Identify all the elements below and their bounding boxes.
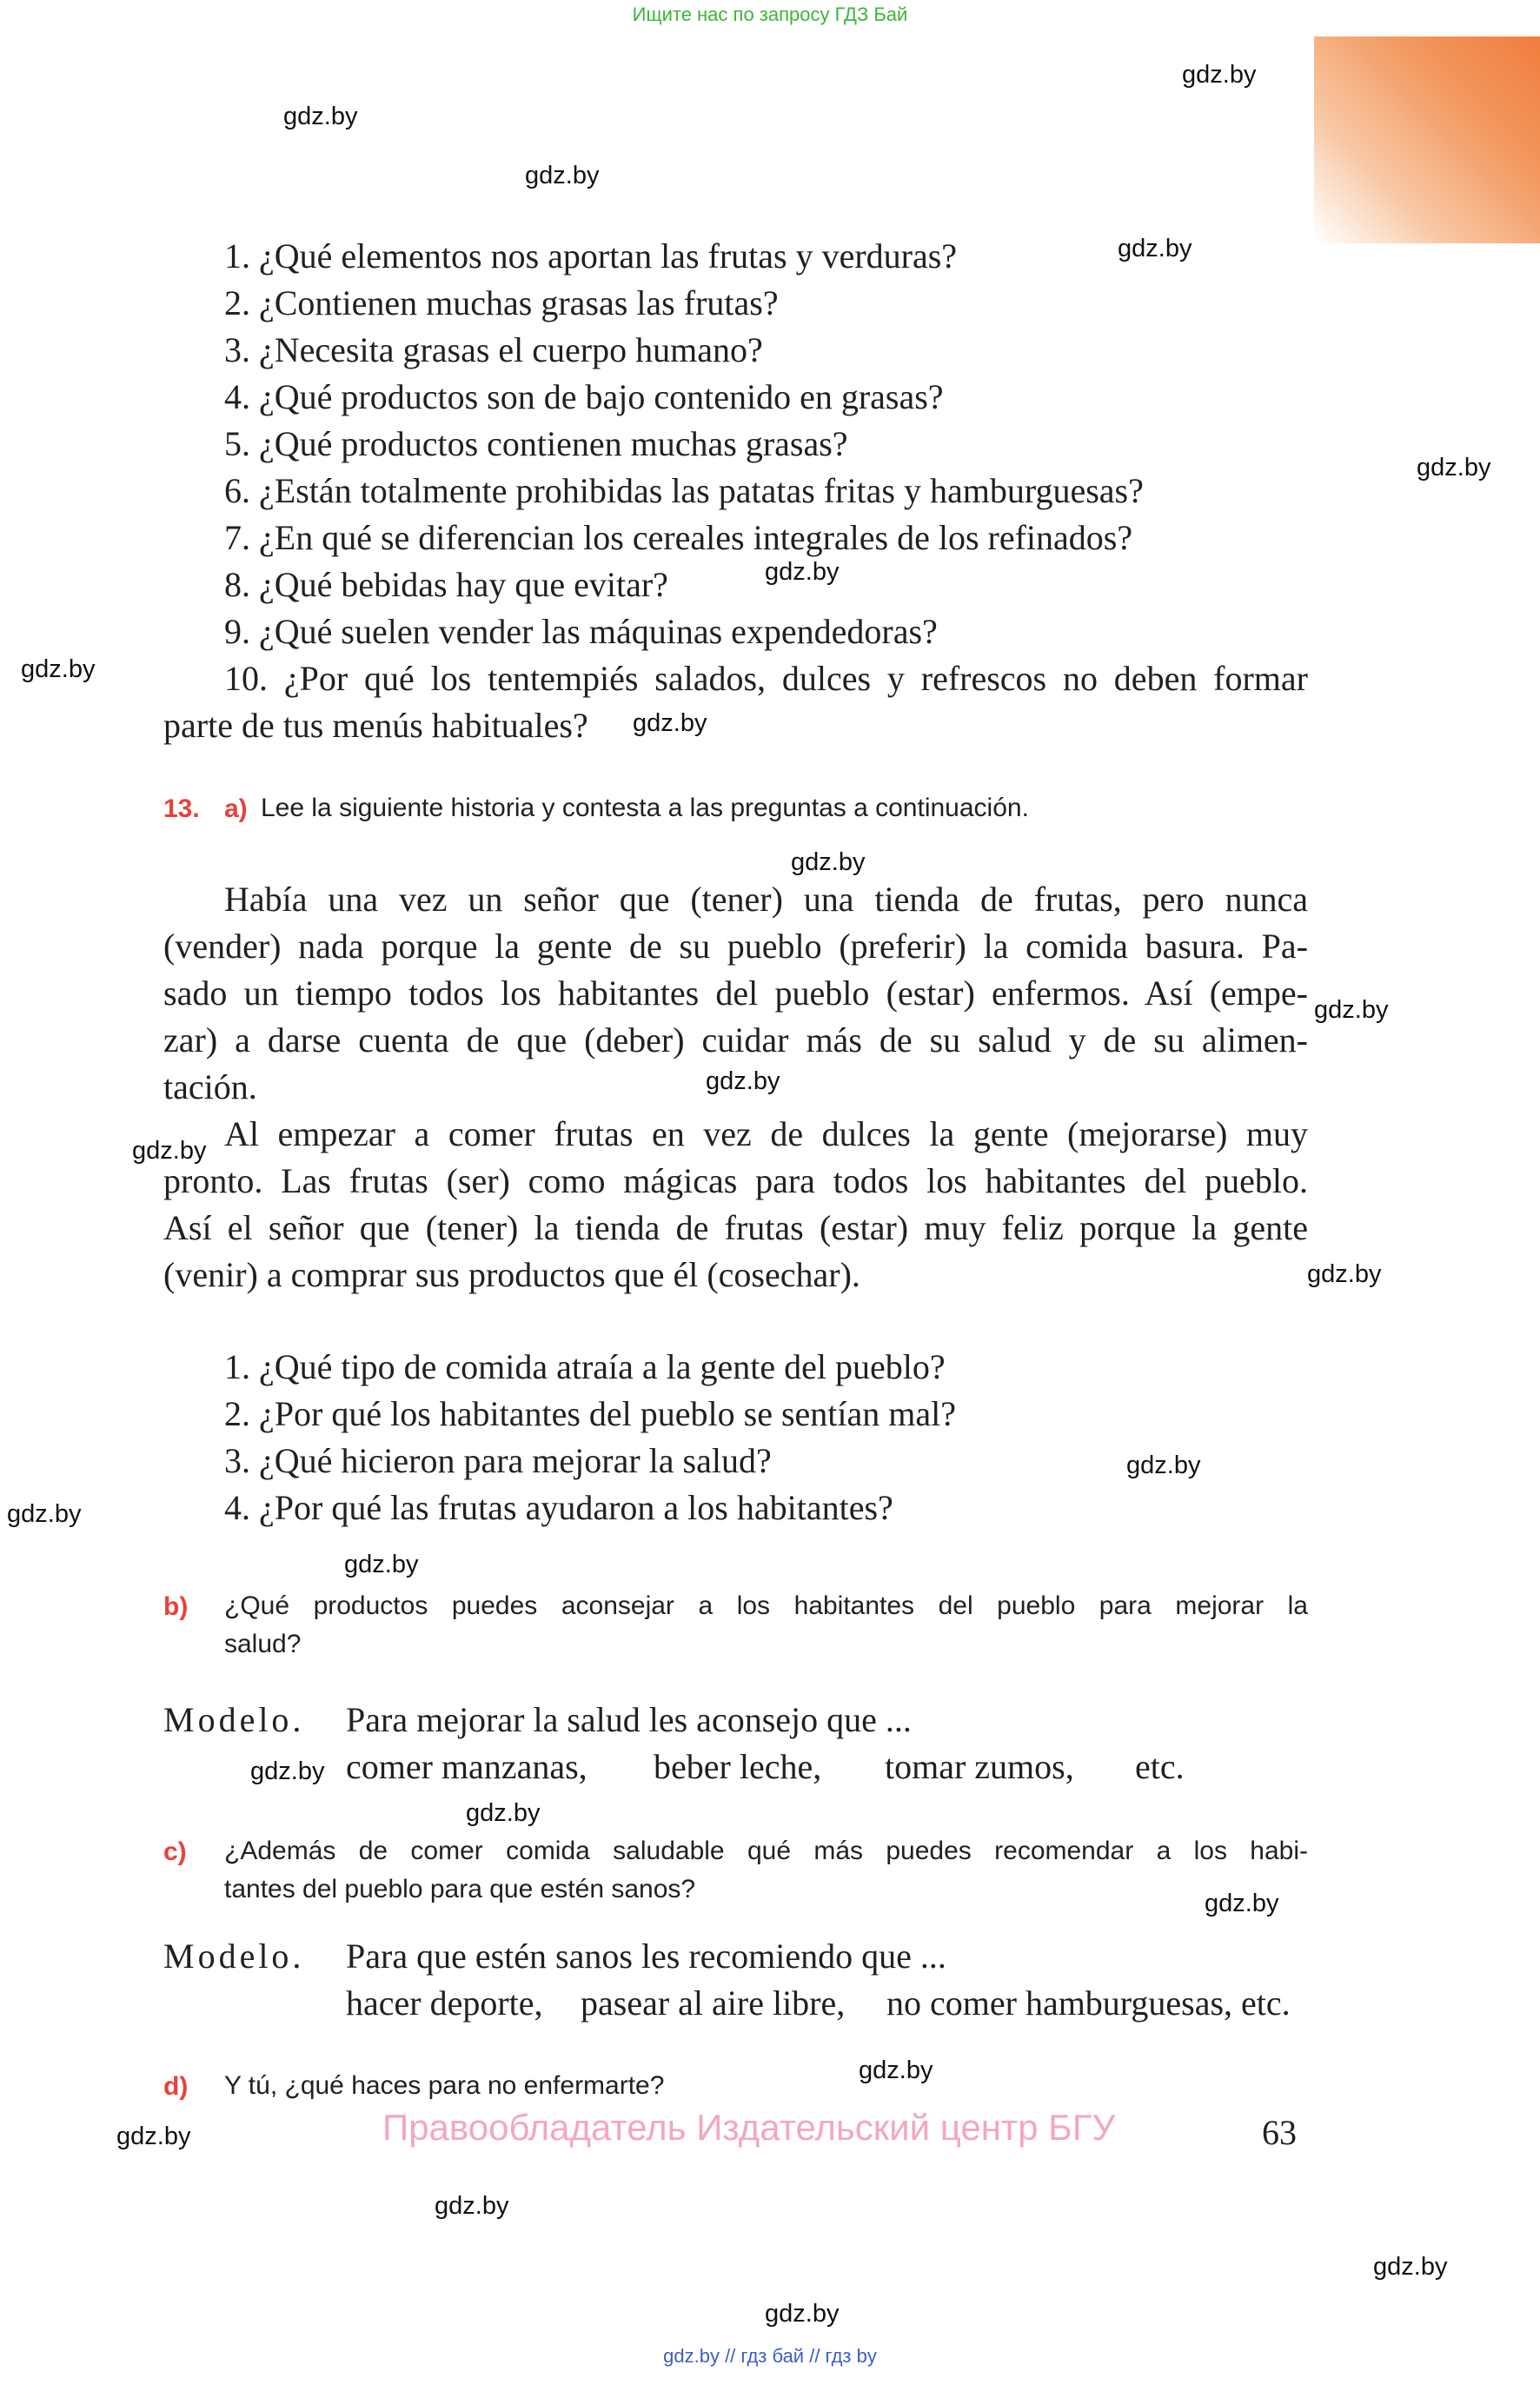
watermark: gdz.by [466, 1799, 541, 1827]
part-a-instruction: Lee la siguiente historia y contesta a las preguntas a continuación. [261, 794, 1029, 822]
part-b-instruction: salud? [224, 1630, 302, 1658]
question-item: 1. ¿Qué tipo de comida atraía a la gente del pueblo? [224, 1347, 946, 1386]
watermark: gdz.by [435, 2192, 509, 2220]
question-item: 2. ¿Contienen muchas grasas las frutas? [224, 283, 779, 322]
part-b-instruction: ¿Qué productos puedes aconsejar a los habitantes del pueblo para mejorar la [224, 1591, 1308, 1620]
watermark: gdz.by [1307, 1260, 1382, 1288]
watermark: gdz.by [132, 1137, 207, 1165]
story-line: sado un tiempo todos los habitantes del pueblo (estar) enfermos. Así (empe- [163, 973, 1308, 1013]
story-line: tación. [163, 1067, 257, 1106]
watermark: gdz.by [706, 1067, 780, 1095]
watermark: gdz.by [765, 2300, 840, 2328]
model-intro: Para mejorar la salud les aconsejo que ... [346, 1700, 912, 1739]
watermark: gdz.by [859, 2056, 933, 2084]
part-c-instruction: tantes del pueblo para que estén sanos? [224, 1875, 696, 1903]
watermark: gdz.by [1417, 454, 1491, 482]
watermark: gdz.by [1314, 996, 1389, 1024]
question-10-line2: parte de tus menús habituales? [163, 706, 588, 745]
question-item: 4. ¿Por qué las frutas ayudaron a los habitantes? [224, 1488, 893, 1527]
model-option: comer manzanas, [346, 1747, 587, 1786]
story-line: Había una vez un señor que (tener) una tienda de frutas, pero nunca [224, 880, 1308, 919]
model-option: hacer deporte, [346, 1983, 543, 2023]
watermark: gdz.by [250, 1757, 325, 1785]
question-item: 6. ¿Están totalmente prohibidas las patatas fritas y hamburguesas? [224, 471, 1144, 510]
part-c-instruction: ¿Además de comer comida saludable qué más puedes recomendar a los habi- [224, 1837, 1308, 1865]
header-note: Ищите нас по запросу ГДЗ Бай [632, 3, 908, 25]
watermark: gdz.by [21, 655, 96, 683]
exercise-number: 13. [163, 794, 200, 823]
watermark: gdz.by [7, 1500, 82, 1528]
part-a-letter: a) [224, 794, 248, 823]
watermark: gdz.by [1118, 235, 1192, 262]
story-line: pronto. Las frutas (ser) como mágicas para todos los habitantes del pueblo. [163, 1161, 1308, 1200]
story-line: zar) a darse cuenta de que (deber) cuidar más de su salud y de su alimen- [163, 1020, 1308, 1060]
watermark: gdz.by [633, 709, 707, 737]
watermark: gdz.by [116, 2123, 191, 2150]
question-item: 9. ¿Qué suelen vender las máquinas expendedoras? [224, 612, 938, 651]
model-label: Modelo. [163, 1700, 305, 1739]
question-10-line1: 10. ¿Por qué los tentempiés salados, dulces y refrescos no deben formar [224, 659, 1308, 698]
model-option: tomar zumos, [885, 1747, 1074, 1786]
model-intro: Para que estén sanos les recomiendo que ... [346, 1937, 946, 1976]
model-option: etc. [1135, 1747, 1185, 1786]
part-b-letter: b) [163, 1592, 189, 1621]
question-item: 2. ¿Por qué los habitantes del pueblo se sentían mal? [224, 1394, 957, 1433]
story-line: Al empezar a comer frutas en vez de dulces la gente (mejorarse) muy [224, 1114, 1308, 1153]
copyright-footer: Правообладатель Издательский центр БГУ [382, 2107, 1116, 2148]
watermark: gdz.by [791, 848, 866, 876]
question-item: 4. ¿Qué productos son de bajo contenido en grasas? [224, 377, 944, 416]
part-d-letter: d) [163, 2072, 189, 2101]
part-d-instruction: Y tú, ¿qué haces para no enfermarte? [224, 2071, 665, 2100]
corner-decoration [1314, 37, 1540, 243]
watermark: gdz.by [1373, 2253, 1448, 2281]
watermark: gdz.by [1126, 1452, 1201, 1479]
bottom-note: gdz.by // гдз бай // гдз by [663, 2345, 877, 2367]
watermark: gdz.by [765, 558, 840, 586]
story-line: (vender) nada porque la gente de su pueblo (preferir) la comida basura. Pa- [163, 927, 1308, 966]
story-line: (venir) a comprar sus productos que él (cosechar). [163, 1255, 860, 1294]
question-item: 3. ¿Qué hicieron para mejorar la salud? [224, 1441, 772, 1480]
question-item: 5. ¿Qué productos contienen muchas grasas? [224, 424, 848, 463]
part-c-letter: c) [163, 1837, 187, 1866]
question-item: 1. ¿Qué elementos nos aportan las frutas y verduras? [224, 236, 958, 276]
model-option: beber leche, [654, 1747, 822, 1786]
page-number: 63 [1262, 2113, 1297, 2152]
watermark: gdz.by [344, 1551, 419, 1578]
model-label: Modelo. [163, 1937, 305, 1976]
watermark: gdz.by [525, 162, 600, 189]
question-item: 7. ¿En qué se diferencian los cereales integrales de los refinados? [224, 518, 1133, 557]
watermark: gdz.by [283, 103, 358, 130]
model-option: pasear al aire libre, [581, 1983, 846, 2023]
watermark: gdz.by [1205, 1890, 1279, 1917]
model-option: no comer hamburguesas, etc. [886, 1983, 1291, 2023]
watermark: gdz.by [1182, 61, 1257, 89]
question-item: 3. ¿Necesita grasas el cuerpo humano? [224, 330, 763, 369]
story-line: Así el señor que (tener) la tienda de frutas (estar) muy feliz porque la gente [163, 1208, 1308, 1247]
question-item: 8. ¿Qué bebidas hay que evitar? [224, 565, 668, 604]
